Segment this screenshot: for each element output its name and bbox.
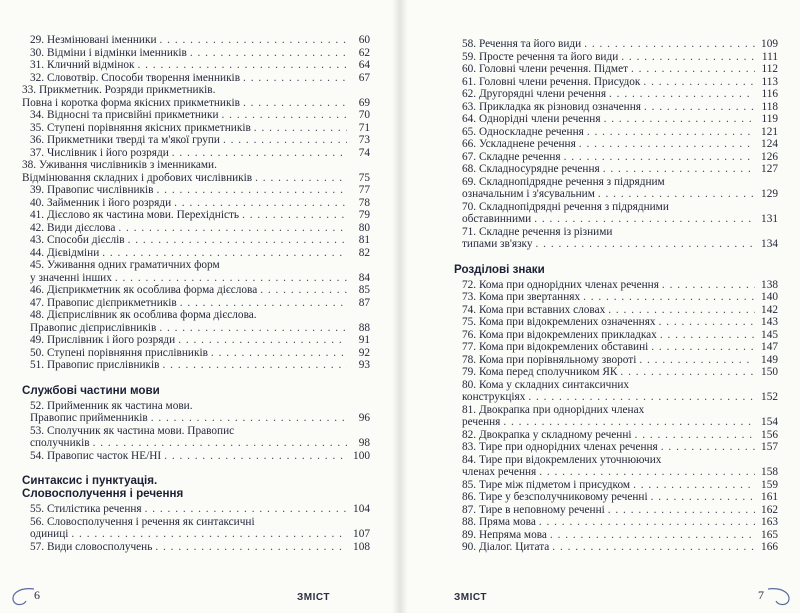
toc-entry-page-number: 126 xyxy=(761,150,778,163)
toc-entry-page-number: 143 xyxy=(761,316,778,328)
toc-entry xyxy=(454,101,778,114)
toc-entry-page-number: 145 xyxy=(761,328,778,341)
toc-entry-title-line: 29. Незмінювані іменники xyxy=(30,34,157,46)
dot-leader xyxy=(155,541,347,554)
toc-entry-title-line: 76. Кома при відокремлених прикладках xyxy=(462,328,657,341)
dot-leader xyxy=(157,184,347,197)
dot-leader xyxy=(552,541,755,554)
dot-leader xyxy=(635,429,755,442)
dot-leader xyxy=(579,138,755,151)
toc-entry-title-line: 79. Кома перед сполучником ЯК xyxy=(462,366,618,378)
dot-leader xyxy=(631,63,755,76)
toc-entry-title-line: означальним і з'ясувальним xyxy=(462,188,595,200)
dot-leader xyxy=(620,366,755,379)
toc-entry-page-number: 75 xyxy=(358,171,370,184)
right-toc-column xyxy=(454,38,778,554)
dot-leader xyxy=(260,284,347,297)
toc-entry-title-line: 39. Правопис числівників xyxy=(30,184,154,196)
dot-leader xyxy=(603,163,755,176)
dot-leader xyxy=(151,412,347,425)
toc-entry-page-number: 131 xyxy=(761,213,778,225)
footer-title-right: ЗМІСТ xyxy=(454,592,487,603)
dot-leader xyxy=(223,134,347,147)
toc-entry xyxy=(454,329,778,342)
toc-entry-title-line: одиниці xyxy=(30,528,69,540)
right-page xyxy=(400,0,800,613)
dot-leader xyxy=(145,503,347,516)
dot-leader xyxy=(93,437,347,450)
dot-leader xyxy=(211,347,347,360)
toc-entry-title-line: 59. Просте речення та його види xyxy=(462,50,619,63)
toc-entry-title-line: 31. Кличний відмінок xyxy=(30,59,135,71)
toc-entry xyxy=(454,138,778,151)
toc-entry xyxy=(22,541,370,554)
page-number-left: 6 xyxy=(34,588,40,602)
toc-entry xyxy=(22,259,370,284)
dot-leader xyxy=(536,238,755,251)
toc-entry xyxy=(22,359,370,372)
dot-leader xyxy=(159,322,347,335)
toc-entry-page-number: 161 xyxy=(761,491,778,503)
toc-entry xyxy=(22,134,370,147)
toc-entry xyxy=(454,163,778,176)
toc-entry xyxy=(454,176,778,201)
toc-entry-page-number: 165 xyxy=(761,528,778,541)
toc-entry xyxy=(22,34,370,47)
toc-entry xyxy=(22,159,370,184)
toc-entry xyxy=(22,284,370,297)
toc-entry xyxy=(454,126,778,139)
dot-leader xyxy=(644,101,755,114)
toc-entry-title-line: 86. Тире у безсполучниковому реченні xyxy=(462,491,648,503)
dot-leader xyxy=(534,213,755,226)
toc-entry-title-line: 48. Дієприслівник як особлива форма дієслова. xyxy=(30,309,257,321)
toc-entry-page-number: 98 xyxy=(358,437,370,449)
toc-entry-title-line: обставинними xyxy=(462,213,532,225)
toc-entry-page-number: 159 xyxy=(761,478,778,491)
toc-entry xyxy=(22,297,370,310)
dot-leader xyxy=(633,479,755,492)
toc-entry-page-number: 71 xyxy=(358,121,370,134)
dot-leader xyxy=(539,516,755,529)
dot-leader xyxy=(503,416,755,429)
dot-leader xyxy=(584,38,755,51)
toc-entry-title-line: 51. Правопис прислівників xyxy=(30,359,160,371)
toc-entry-page-number: 118 xyxy=(761,100,778,113)
toc-entry xyxy=(454,201,778,226)
dot-leader xyxy=(604,113,755,126)
toc-entry-page-number: 91 xyxy=(358,334,370,346)
toc-entry-title-line: 63. Прикладка як різновид означення xyxy=(462,100,641,113)
toc-entry-title-line: 37. Числівник і його розряди xyxy=(30,146,169,159)
toc-entry-page-number: 147 xyxy=(761,341,778,353)
toc-entry xyxy=(454,354,778,367)
toc-entry xyxy=(454,504,778,517)
toc-entry-page-number: 162 xyxy=(761,503,778,516)
toc-entry-page-number: 69 xyxy=(358,96,370,109)
toc-entry-title-line: 71. Складне речення із різними xyxy=(462,225,613,238)
dot-leader xyxy=(190,47,347,60)
toc-entry-page-number: 77 xyxy=(358,184,370,196)
toc-entry-page-number: 92 xyxy=(358,346,370,359)
toc-entry-title-line: 43. Способи дієслів xyxy=(30,234,125,246)
page-number-right: 7 xyxy=(758,588,764,602)
toc-entry-page-number: 163 xyxy=(761,516,778,528)
toc-entry-page-number: 140 xyxy=(761,291,778,303)
dot-leader xyxy=(651,341,755,354)
toc-entry-page-number: 119 xyxy=(761,113,778,125)
left-toc-column xyxy=(22,34,370,553)
toc-entry-title-line: 64. Однорідні члени речення xyxy=(462,113,601,125)
toc-entry-title-line: Правопис прийменників xyxy=(30,412,148,424)
toc-entry-page-number: 80 xyxy=(358,221,370,234)
toc-entry xyxy=(454,226,778,251)
toc-entry xyxy=(454,151,778,164)
toc-entry-title-line: 60. Головні члени речення. Підмет xyxy=(462,63,629,75)
dot-leader xyxy=(180,297,347,310)
toc-entry-page-number: 64 xyxy=(358,59,370,71)
dot-leader xyxy=(528,391,755,404)
toc-entry-page-number: 60 xyxy=(358,34,370,46)
toc-entry-page-number: 111 xyxy=(761,50,778,63)
toc-entry-page-number: 96 xyxy=(358,412,370,424)
toc-entry-title-line: 90. Діалог. Цитата xyxy=(462,541,550,553)
toc-entry-title-line: 82. Двокрапка у складному реченні xyxy=(462,428,632,441)
toc-entry-page-number: 127 xyxy=(761,163,778,175)
toc-entry xyxy=(22,184,370,197)
toc-entry-title-line: 75. Кома при відокремлених означеннях xyxy=(462,316,656,328)
toc-entry-page-number: 116 xyxy=(761,88,778,100)
toc-entry xyxy=(454,113,778,126)
footer-title-left: ЗМІСТ xyxy=(297,592,330,603)
toc-entry xyxy=(454,479,778,492)
toc-entry-page-number: 152 xyxy=(761,391,778,403)
toc-entry xyxy=(22,122,370,135)
toc-entry xyxy=(454,63,778,76)
toc-entry-title-line: 36. Прикметники тверді та м'якої групи xyxy=(30,134,220,146)
toc-entry-page-number: 157 xyxy=(761,441,778,453)
toc-entry xyxy=(22,400,370,425)
toc-entry xyxy=(454,279,778,292)
dot-leader xyxy=(643,76,755,89)
toc-entry-title-line: 47. Правопис дієприкметників xyxy=(30,296,177,309)
toc-entry-page-number: 158 xyxy=(761,466,778,478)
dot-leader xyxy=(243,97,347,110)
dot-leader xyxy=(243,72,347,85)
toc-entry-title-line: у значенні інших xyxy=(30,271,112,284)
toc-entry xyxy=(22,450,370,463)
section-heading-line: Словосполучення і речення xyxy=(22,487,184,500)
dot-leader xyxy=(242,209,347,222)
dot-leader xyxy=(662,279,755,292)
toc-entry-title-line: Повна і коротка форма якісних прикметників xyxy=(22,96,240,109)
toc-entry-title-line: 78. Кома при порівняльному звороті xyxy=(462,353,637,366)
toc-entry xyxy=(22,334,370,347)
toc-entry-title-line: 49. Прислівник і його розряди xyxy=(30,334,176,346)
toc-entry-title-line: 77. Кома при відокремлених обставині xyxy=(462,341,649,353)
toc-entry-page-number: 124 xyxy=(761,138,778,150)
dot-leader xyxy=(659,316,755,329)
dot-leader xyxy=(163,359,347,372)
right-toc-list-1 xyxy=(454,38,778,251)
dot-leader xyxy=(255,172,347,185)
dot-leader xyxy=(598,188,755,201)
toc-entry-page-number: 73 xyxy=(358,134,370,146)
toc-entry xyxy=(454,529,778,542)
toc-entry-page-number: 129 xyxy=(761,188,778,200)
toc-entry-title-line: 80. Кома у складних синтаксичних xyxy=(462,378,630,391)
toc-entry-title-line: 30. Відміни і відмінки іменників xyxy=(30,46,187,59)
toc-entry-page-number: 100 xyxy=(353,449,370,462)
dot-leader xyxy=(254,122,347,135)
toc-entry-title-line: сполучників xyxy=(30,437,90,449)
left-toc-list-2 xyxy=(22,400,370,463)
left-toc-list-1 xyxy=(22,34,370,372)
toc-entry-page-number: 93 xyxy=(358,359,370,371)
toc-entry-page-number: 74 xyxy=(358,146,370,159)
toc-entry-title-line: 72. Кома при однорідних членах речення xyxy=(462,278,659,291)
toc-entry-page-number: 150 xyxy=(761,366,778,378)
toc-entry xyxy=(22,109,370,122)
toc-entry-title-line: 70. Складнопідрядні речення з підрядними xyxy=(462,200,669,213)
toc-entry-page-number: 154 xyxy=(761,416,778,428)
left-toc-list-3 xyxy=(22,503,370,553)
dot-leader xyxy=(102,247,347,260)
toc-entry-page-number: 113 xyxy=(761,75,778,88)
toc-entry-page-number: 70 xyxy=(358,109,370,121)
toc-entry-title-line: типами зв'язку xyxy=(462,238,533,250)
section-heading-line: Службові частини мови xyxy=(22,383,160,397)
toc-entry xyxy=(22,47,370,60)
toc-entry-title-line: 33. Прикметник. Розряди прикметників. xyxy=(22,84,216,96)
dot-leader xyxy=(138,59,348,72)
toc-entry xyxy=(22,516,370,541)
toc-entry-title-line: 41. Дієслово як частина мови. Перехідність xyxy=(30,209,240,221)
dot-leader xyxy=(583,291,755,304)
toc-entry-page-number: 104 xyxy=(353,503,370,515)
swirl-ornament-icon xyxy=(764,585,794,607)
dot-leader xyxy=(564,151,755,164)
toc-entry-title-line: 58. Речення та його види xyxy=(462,38,582,50)
toc-entry xyxy=(454,304,778,317)
toc-entry-page-number: 67 xyxy=(358,71,370,84)
right-toc-list-2 xyxy=(454,279,778,554)
toc-entry xyxy=(454,429,778,442)
toc-entry-page-number: 79 xyxy=(358,209,370,221)
toc-entry xyxy=(454,51,778,64)
dot-leader xyxy=(160,34,347,47)
dot-leader xyxy=(550,529,755,542)
toc-entry-title-line: 32. Словотвір. Способи творення іменників xyxy=(30,71,241,84)
dot-leader xyxy=(174,197,347,210)
toc-entry-title-line: 38. Уживання числівників з іменниками. xyxy=(22,159,217,171)
toc-entry-page-number: 87 xyxy=(358,296,370,309)
toc-entry xyxy=(454,441,778,454)
section-heading-line: Розділові знаки xyxy=(454,262,545,276)
toc-entry-title-line: 67. Складне речення xyxy=(462,150,561,163)
toc-entry xyxy=(454,341,778,354)
toc-entry-title-line: 57. Види словосполучень xyxy=(30,540,153,553)
dot-leader xyxy=(608,304,755,317)
dot-leader xyxy=(115,272,347,285)
section-heading-function-words xyxy=(22,384,370,397)
toc-entry xyxy=(454,291,778,304)
toc-entry xyxy=(22,234,370,247)
toc-entry-title-line: Правопис дієприслівників xyxy=(30,321,157,334)
toc-entry-page-number: 109 xyxy=(761,38,778,50)
toc-entry-title-line: 40. Займенник і його розряди xyxy=(30,196,172,209)
toc-entry-page-number: 112 xyxy=(761,63,778,75)
toc-entry-title-line: 35. Ступені порівняння якісних прикметників xyxy=(30,121,251,134)
toc-entry-title-line: членах речення xyxy=(462,466,537,478)
toc-entry xyxy=(454,404,778,429)
toc-entry xyxy=(22,147,370,160)
toc-entry xyxy=(454,541,778,554)
toc-entry-page-number: 62 xyxy=(358,46,370,59)
toc-entry-page-number: 142 xyxy=(761,303,778,316)
toc-entry-page-number: 78 xyxy=(358,196,370,209)
toc-entry xyxy=(454,491,778,504)
toc-entry xyxy=(454,38,778,51)
toc-entry-page-number: 88 xyxy=(358,321,370,334)
toc-entry-title-line: 81. Двокрапка при однорідних членах xyxy=(462,403,645,416)
toc-entry-title-line: 62. Другорядні члени речення xyxy=(462,88,607,100)
toc-entry-page-number: 85 xyxy=(358,284,370,296)
toc-entry-page-number: 149 xyxy=(761,353,778,366)
toc-entry-title-line: 83. Тире при однорідних членах речення xyxy=(462,441,658,453)
toc-entry-title-line: 89. Непряма мова xyxy=(462,528,547,541)
toc-entry-title-line: 52. Прийменник як частина мови. xyxy=(30,399,193,412)
toc-entry-title-line: 55. Стилістика речення xyxy=(30,503,142,515)
dot-leader xyxy=(587,126,755,139)
toc-entry-title-line: 73. Кома при звертаннях xyxy=(462,291,581,303)
toc-entry xyxy=(22,84,370,109)
toc-entry-title-line: 84. Тире при відокремлених уточнюючих xyxy=(462,453,662,466)
section-heading-punctuation xyxy=(454,263,778,276)
toc-entry xyxy=(454,366,778,379)
toc-entry-title-line: конструкціях xyxy=(462,391,526,403)
toc-entry xyxy=(22,503,370,516)
toc-entry-title-line: 44. Дієвідміни xyxy=(30,246,100,259)
toc-entry-title-line: 74. Кома при вставних словах xyxy=(462,303,606,316)
toc-entry-title-line: 46. Дієприкметник як особлива форма дієслова xyxy=(30,284,258,296)
dot-leader xyxy=(608,504,755,517)
dot-leader xyxy=(118,222,347,235)
dot-leader xyxy=(71,528,347,541)
toc-entry-title-line: Відмінювання складних і дробових числівників xyxy=(22,171,253,184)
dot-leader xyxy=(609,88,755,101)
toc-entry xyxy=(454,88,778,101)
dot-leader xyxy=(128,234,347,247)
toc-entry-page-number: 81 xyxy=(358,234,370,246)
toc-entry xyxy=(454,516,778,529)
toc-entry-title-line: 56. Словосполучення і речення як синтаксичні xyxy=(30,515,255,528)
dot-leader xyxy=(621,51,755,64)
toc-entry-page-number: 121 xyxy=(761,125,778,138)
dot-leader xyxy=(539,466,755,479)
toc-entry-page-number: 156 xyxy=(761,428,778,441)
toc-entry-title-line: 69. Складнопідрядне речення з підрядним xyxy=(462,175,665,188)
toc-entry-title-line: 68. Складносурядне речення xyxy=(462,163,600,175)
toc-entry-title-line: 34. Відносні та присвійні прикметники xyxy=(30,109,219,121)
dot-leader xyxy=(172,147,347,160)
toc-entry xyxy=(22,222,370,235)
toc-entry-title-line: 53. Сполучник як частина мови. Правопис xyxy=(30,424,235,437)
toc-entry-title-line: 66. Ускладнене речення xyxy=(462,138,576,150)
toc-entry-title-line: речення xyxy=(462,416,501,428)
toc-entry-title-line: 87. Тире в неповному реченні xyxy=(462,503,605,516)
toc-entry xyxy=(22,59,370,72)
toc-entry xyxy=(22,72,370,85)
toc-entry-page-number: 84 xyxy=(358,271,370,284)
toc-entry-page-number: 108 xyxy=(353,540,370,553)
toc-entry-title-line: 45. Уживання одних граматичних форм xyxy=(30,259,220,271)
toc-entry xyxy=(454,454,778,479)
dot-leader xyxy=(661,441,755,454)
toc-entry xyxy=(22,247,370,260)
toc-entry-page-number: 107 xyxy=(353,528,370,540)
dot-leader xyxy=(164,450,347,463)
toc-entry-page-number: 166 xyxy=(761,541,778,553)
toc-entry-title-line: 85. Тире між підметом і присудком xyxy=(462,478,631,491)
dot-leader xyxy=(660,329,755,342)
toc-entry-page-number: 82 xyxy=(358,246,370,259)
toc-entry xyxy=(22,425,370,450)
toc-entry-title-line: 88. Пряма мова xyxy=(462,516,536,528)
section-heading-line: Синтаксис і пунктуація. xyxy=(22,474,158,487)
dot-leader xyxy=(639,354,755,367)
dot-leader xyxy=(222,109,347,122)
toc-entry-title-line: 42. Види дієслова xyxy=(30,221,116,234)
section-heading-syntax xyxy=(22,474,370,500)
toc-entry-title-line: 54. Правопис часток НЕ/НІ xyxy=(30,449,162,462)
dot-leader xyxy=(651,491,755,504)
toc-entry xyxy=(22,347,370,360)
toc-entry xyxy=(22,309,370,334)
toc-entry xyxy=(22,197,370,210)
toc-entry-title-line: 65. Односкладне речення xyxy=(462,125,584,138)
toc-entry xyxy=(454,316,778,329)
toc-entry-title-line: 50. Ступені порівняння прислівників xyxy=(30,346,208,359)
toc-entry xyxy=(22,209,370,222)
toc-entry xyxy=(454,76,778,89)
toc-entry xyxy=(454,379,778,404)
toc-entry-page-number: 134 xyxy=(761,238,778,250)
toc-entry-title-line: 61. Головні члени речення. Присудок xyxy=(462,75,641,88)
dot-leader xyxy=(178,334,347,347)
toc-entry-page-number: 138 xyxy=(761,278,778,291)
